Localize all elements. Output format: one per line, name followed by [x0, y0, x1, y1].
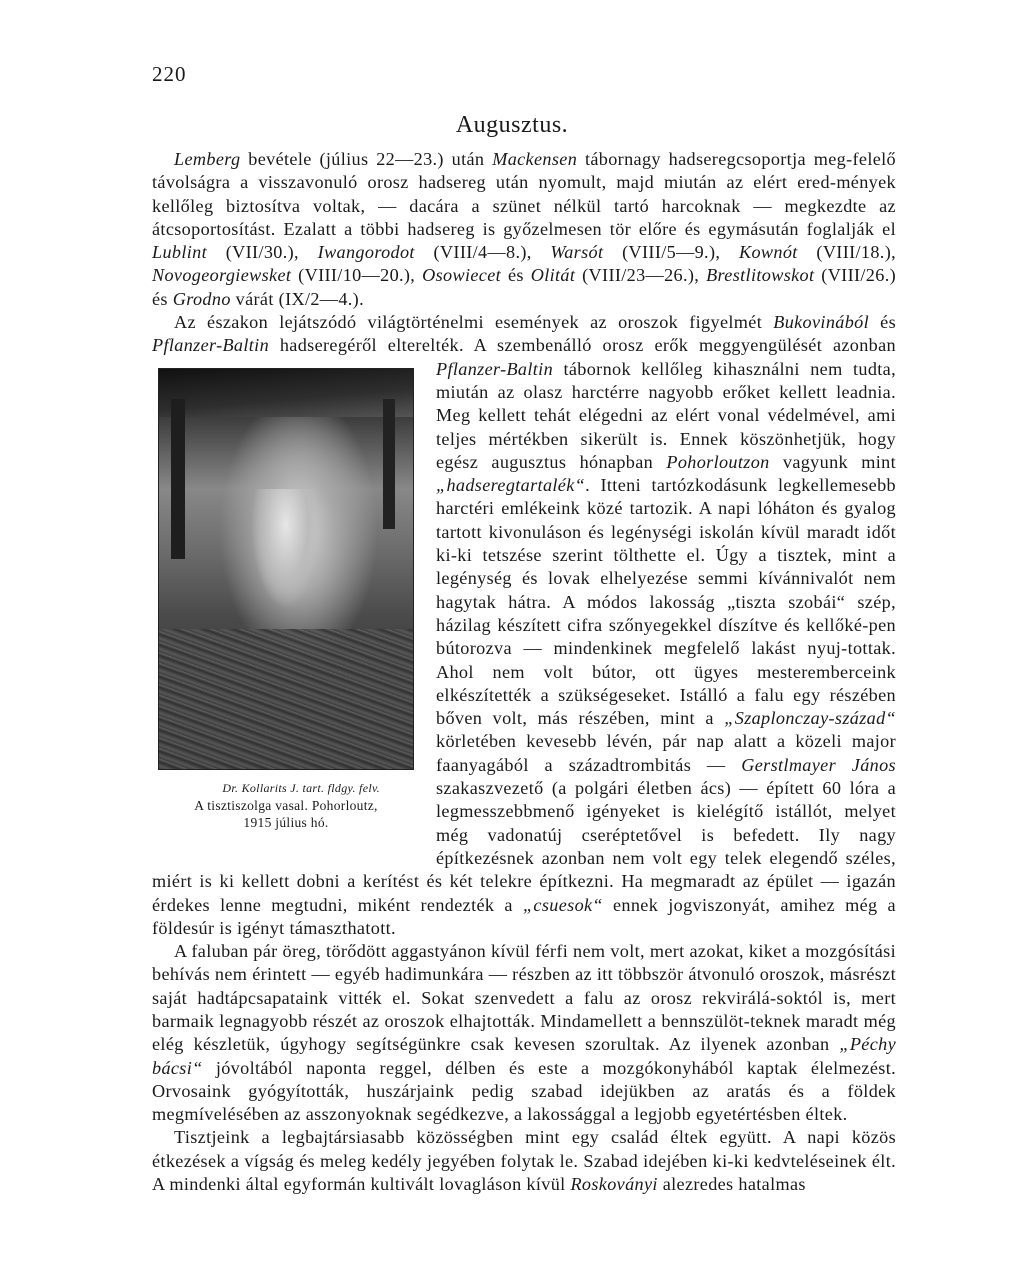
photo-figure — [152, 362, 420, 856]
person-name: Mackensen — [492, 149, 578, 169]
person-name: Gerstlmayer János — [741, 754, 896, 775]
photo-ground — [159, 629, 413, 769]
paragraph-2 — [152, 311, 896, 940]
text-run: alezredes hatalmas — [657, 1174, 806, 1195]
text-run: és — [869, 312, 896, 333]
person-name: Pflanzer-Baltin — [436, 358, 554, 379]
place-name: Osowiecet — [422, 265, 502, 286]
term: „hadseregtartalék“ — [436, 475, 586, 496]
photo-credit: Dr. Kollarits J. tart. fldgy. felv. — [222, 780, 380, 795]
paragraph-4 — [152, 1126, 896, 1196]
text-run: bevétele (július 22—23.) után — [240, 149, 493, 169]
page-number: 220 — [152, 62, 187, 86]
term: „csuesok“ — [522, 894, 603, 915]
text-run: vagyunk mint — [769, 451, 896, 472]
text-run: (VIII/23—26.), — [575, 265, 707, 286]
text-run: ennek jogviszonyát, amihez még a földesúr is igényt támaszthatott. — [152, 894, 896, 938]
place-name: Lemberg — [174, 149, 241, 169]
paragraph-1 — [152, 148, 896, 311]
place-name: Grodno — [172, 288, 231, 309]
place-name: Warsót — [550, 242, 604, 263]
place-name: Novogeorgiewsket — [152, 265, 292, 286]
unit-name: „Szaplonczay-század“ — [724, 708, 896, 729]
text-run: tábornok kellőleg kihasználni nem tudta, miután az olasz harctérre nagyobb erőket kellett leadnia. Meg kellett tehát elégedni az elért vonal védelmével, ami teljes mértékben sikerült is. Ennek köszönhetjük, hogy egész augusztus hónapban — [436, 358, 896, 472]
place-name: Brestlitowskot — [706, 265, 815, 286]
text-run: (VIII/18.), — [797, 242, 897, 263]
chapter-title: Augusztus. — [455, 112, 569, 138]
place-name: Bukovinából — [773, 312, 870, 333]
person-name: Pflanzer-Baltin — [152, 335, 270, 356]
body-text — [152, 148, 896, 1196]
photo-caption — [152, 780, 420, 831]
place-name: Kownót — [738, 242, 798, 263]
text-run: (VIII/26.) és — [152, 265, 896, 309]
text-run: hadseregéről elterelték. A szembenálló orosz erők meggyengülését azonban — [269, 335, 896, 356]
paragraph-3 — [152, 940, 896, 1126]
text-run: (VIII/4—8.), — [414, 242, 551, 263]
text-run: . Itteni tartózkodásunk legkellemesebb harctéri emlékeink közé tartozik. A napi lóháton és gyalog tartott kivonuláson és legénységi iskolán kívül maradt időt ki-ki tetszése szerint tölthette el. Úgy a tisztek, mint a legénység és lovak elhelyezése semmi kívánnivalót nem hagytak hátra. A módos lakosság „tiszta szobái“ szép, házilag készített cifra szőnyegekkel díszítve és kellőké‑pen bútorozva — mindenkinek megfelelő lakást nyuj‑tottak. Ahol nem volt bútor, ott ügyes mesteremberceink elkészítették a szükségeseket. Istálló a falu egy részében bőven volt, más részében, mint a — [436, 475, 896, 729]
caption-line: A tisztiszolga vasal. Pohorloutz, — [194, 797, 378, 813]
photo-post — [383, 399, 395, 529]
text-run: szakaszvezető (a polgári életben ács) — épített 60 lóra a legmesszebbmenő igényeket is kielégítő istállót, melyet még vadonatúj cseréptetővel is befedett. Ily nagy építkezésnek azonban nem volt egy telek elegendő széles, miért is ki kellett dobni a kerítést és két telekre építkezni. Ha megmaradt az épület — igazán érdekes lenne megtudni, miként rendezték a — [152, 778, 896, 915]
caption-line: 1915 július hó. — [243, 814, 329, 830]
text-run: A faluban pár öreg, törődött aggastyánon kívül férfi nem volt, mert azokat, kiket a mozgósítási behívás nem érintett — egyéb hadimunkára — részben az itt többször átvonuló oroszok, másrészt saját hadtápcsapataink vitték el. Sokat szenvedett a falu az orosz rekvirálá‑soktól is, mert barmaik legnagyobb részét az oroszok elhajtották. Mindamellett a bennszülöt‑teknek maradt még elég készletük, úgyhogy segítségünkre csak kevesen szorultak. Az ilyenek azonban — [152, 941, 896, 1055]
photo-person — [251, 489, 321, 609]
text-run: (VII/30.), — [207, 242, 318, 263]
photo-post — [171, 399, 185, 559]
place-name: Iwangorodot — [317, 242, 415, 263]
text-run: (VIII/10—20.), — [291, 265, 423, 286]
place-name: Lublint — [152, 242, 208, 263]
place-name: Pohorloutzon — [666, 451, 770, 472]
person-name: Roskoványi — [570, 1174, 658, 1195]
text-run: körletében kevesebb lévén, pár nap alatt a közeli major faanyagából a századtrombitás — — [436, 731, 896, 775]
photo-roof — [159, 369, 413, 417]
person-name: „Péchy bácsi“ — [152, 1034, 896, 1078]
place-name: Olitát — [530, 265, 576, 286]
text-run: jóvoltából naponta reggel, délben és este a mozgókonyhából kaptak élelmezést. Orvosaink gyógyították, huszárjaink pedig szabad idejükben az aratás és a földek megmívelésében az asszonyoknak segédkezve, a lakossággal a legjobb egyetértésben éltek. — [152, 1057, 896, 1125]
text-run: Tisztjeink a legbajtársiasabb közösségben mint egy család éltek együtt. A napi közös étkezések a vígság és meleg kedély jegyében folytak le. Szabad idejében ki-ki kedvteléseinek élt. A mindenki által egyformán kultivált lovagláson kívül — [152, 1127, 896, 1195]
text-run: Az északon lejátszódó világtörténelmi események az oroszok figyelmét — [174, 312, 774, 333]
text-run: tábornagy hadseregcsoportja meg‑felelő távolságra a visszavonuló orosz hadsereg után nyomult, majd miután az elért ered‑mények kellőleg biztosítva voltak, — dacára a szünet nélkül tartó harcoknak — megkezdte az átcsoportosítást. Ezalatt a többi hadsereg is győzelmesen tör előre és egymásután foglalják el — [152, 149, 896, 239]
text-run: várát (IX/2—4.). — [230, 288, 364, 309]
text-run: (VIII/5—9.), — [603, 242, 739, 263]
text-run: és — [501, 265, 531, 286]
photograph — [158, 368, 414, 770]
